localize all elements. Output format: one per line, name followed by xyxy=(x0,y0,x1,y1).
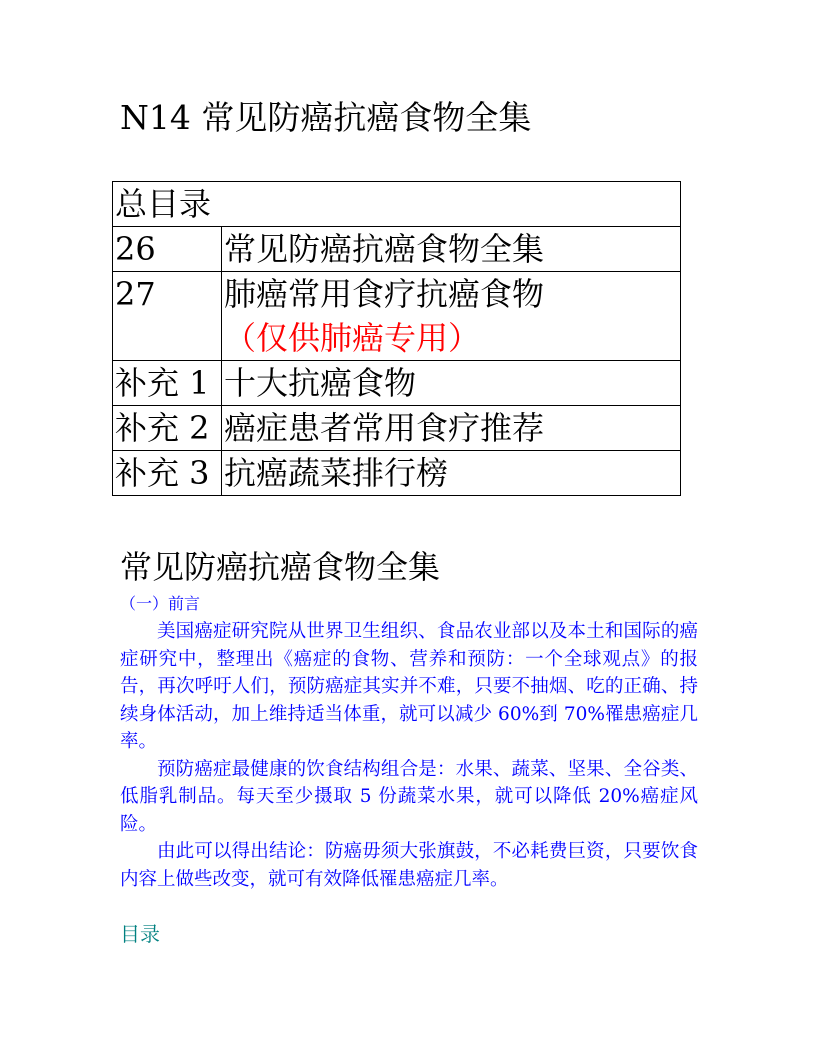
toc-row xyxy=(113,272,681,361)
toc-row xyxy=(113,227,681,272)
toc-row xyxy=(113,406,681,451)
toc-row-title: 肺癌常用食疗抗癌食物 xyxy=(224,275,545,313)
toc-header-row xyxy=(113,182,681,227)
toc-back-link[interactable]: 目录 xyxy=(120,922,160,946)
document-title: N14 常见防癌抗癌食物全集 xyxy=(120,98,532,137)
preface-paragraph: 美国癌症研究院从世界卫生组织、食品农业部以及本土和国际的癌症研究中，整理出《癌症的食物、营养和预防：一个全球观点》的报告，再次呼吁人们，预防癌症其实并不难，只要不抽烟、吃的正确、持续身体活动，加上维持适当体重，就可以减少 60%到 70%罹患癌症几率。 xyxy=(120,621,698,752)
toc-row-title: 癌症患者常用食疗推荐 xyxy=(222,406,681,451)
toc-row-number: 27 xyxy=(113,272,222,361)
section-subheading: （一）前言 xyxy=(120,594,201,613)
toc-row-title: 常见防癌抗癌食物全集 xyxy=(222,227,681,272)
toc-row-title-cell xyxy=(222,272,681,361)
preface-paragraph: 由此可以得出结论：防癌毋须大张旗鼓，不必耗费巨资，只要饮食内容上做些改变，就可有效降低罹患癌症几率。 xyxy=(120,841,698,890)
toc-row-number: 补充 3 xyxy=(113,451,222,496)
toc-row-note: （仅供肺癌专用） xyxy=(224,319,481,357)
toc-row-number: 补充 1 xyxy=(113,361,222,406)
preface-paragraph: 预防癌症最健康的饮食结构组合是：水果、蔬菜、坚果、全谷类、低脂乳制品。每天至少摄取 5 份蔬菜水果，就可以降低 20%癌症风险。 xyxy=(120,758,698,835)
preface-body xyxy=(120,618,698,893)
toc-row-number: 补充 2 xyxy=(113,406,222,451)
toc-header: 总目录 xyxy=(113,182,681,227)
toc-row xyxy=(113,451,681,496)
toc-row-number: 26 xyxy=(113,227,222,272)
section-title: 常见防癌抗癌食物全集 xyxy=(120,548,441,586)
toc-row xyxy=(113,361,681,406)
toc-row-title: 十大抗癌食物 xyxy=(222,361,681,406)
toc-row-title: 抗癌蔬菜排行榜 xyxy=(222,451,681,496)
toc-table xyxy=(112,181,681,496)
